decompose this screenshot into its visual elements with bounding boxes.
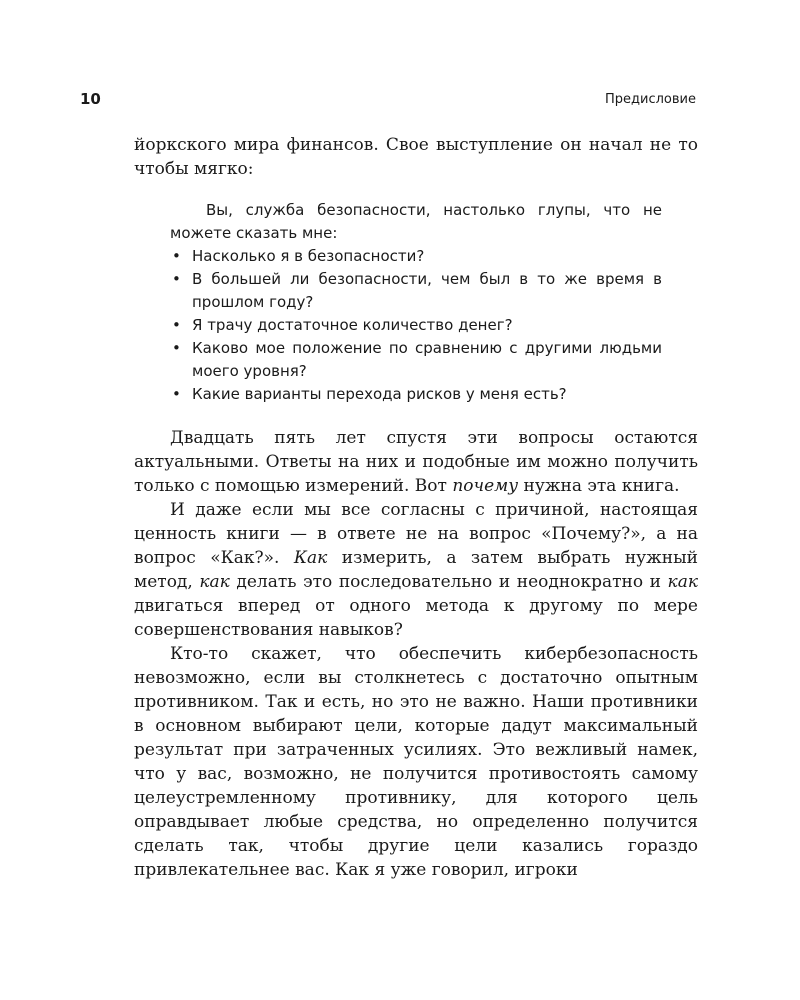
quote-intro: Вы, служба безопасности, настолько глупы, что не можете сказать мне: bbox=[170, 201, 662, 242]
opening-paragraph: йоркского мира финансов. Свое выступление он начал не то чтобы мягко: bbox=[134, 135, 698, 179]
emphasis: как bbox=[199, 572, 230, 592]
body-text bbox=[134, 133, 698, 882]
list-item: • В большей ли безопасности, чем был в то же время в прошлом году? bbox=[170, 268, 662, 314]
text-run: Двадцать пять лет спустя эти вопросы остаются актуальными. Ответы на них и подобные им можно получить только с помощью измерений. Вот bbox=[134, 428, 698, 496]
paragraph-3: Кто-то скажет, что обеспечить кибербезопасность невозможно, если вы столкнетесь с достаточно опытным противником. Так и есть, но это не важно. Наши противники в основном выбирают цели, которые дадут максимальный результат при затраченных усилиях. Это вежливый намек, что у вас, возможно, не получится противостоять самому целеустремленному противнику, для которого цель оправдывает любые средства, но определенно получится сделать так, чтобы другие цели казались гораздо привлекательнее вас. Как я уже говорил, игроки bbox=[134, 644, 698, 880]
list-item: • Я трачу достаточное количество денег? bbox=[170, 314, 662, 337]
text-run: делать это последовательно и неоднократно и bbox=[229, 572, 668, 592]
paragraph-1 bbox=[134, 426, 698, 498]
block-quote bbox=[170, 199, 662, 406]
text-run: И даже если мы все согласны с причиной, настоящая ценность книги — в ответе не на вопрос «Почему?», а на вопрос «Как?». bbox=[134, 500, 698, 568]
emphasis: почему bbox=[452, 476, 519, 496]
question-list bbox=[170, 245, 662, 406]
paragraph-2 bbox=[134, 498, 698, 642]
list-item: • Насколько я в безопасности? bbox=[170, 245, 662, 268]
emphasis: как bbox=[667, 572, 698, 592]
emphasis: Как bbox=[293, 548, 328, 568]
page-number: 10 bbox=[80, 90, 101, 108]
running-head: Предисловие bbox=[605, 92, 696, 107]
list-item: • Какие варианты перехода рисков у меня есть? bbox=[170, 383, 662, 406]
text-run: нужна эта книга. bbox=[518, 476, 680, 496]
list-item: • Каково мое положение по сравнению с другими людьми моего уровня? bbox=[170, 337, 662, 383]
text-run: измерить, а затем выбрать нужный метод, bbox=[134, 548, 698, 592]
text-run: двигаться вперед от одного метода к другому по мере совершенствования навыков? bbox=[134, 596, 698, 640]
